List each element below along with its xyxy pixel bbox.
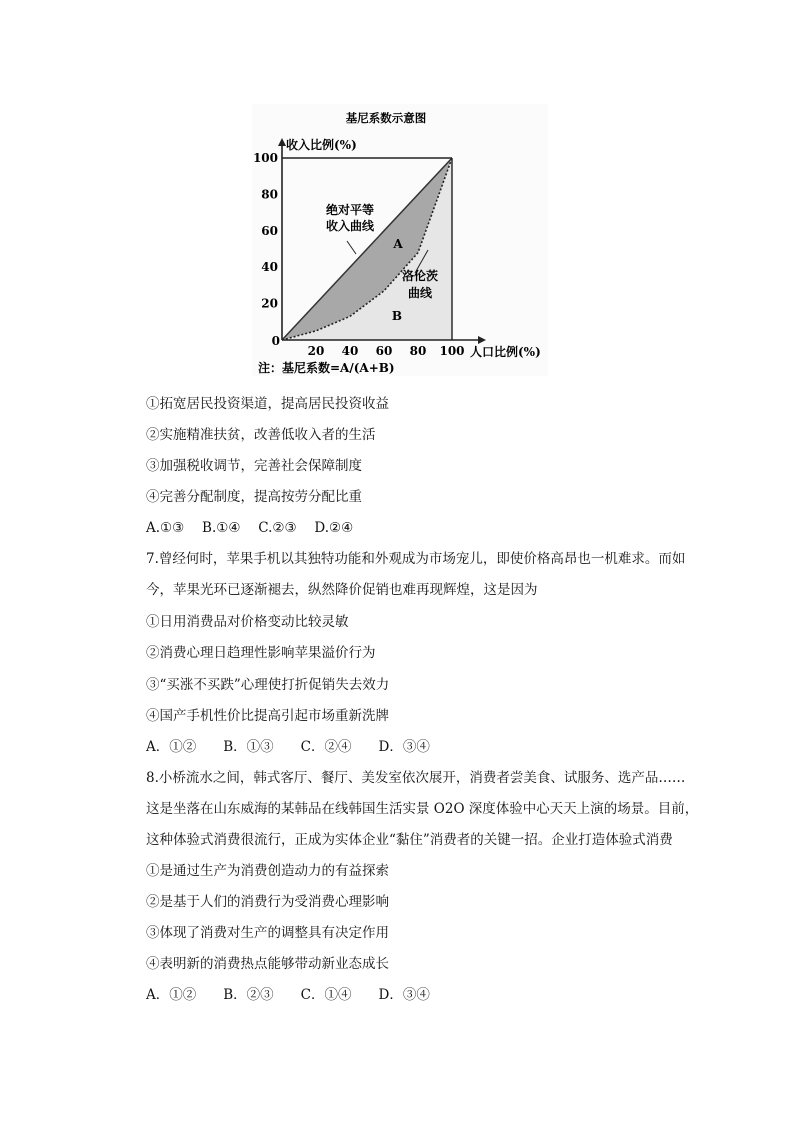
q8-stem-line-3: 这种体验式消费很流行，正成为实体企业“黏住”消费者的关键一招。企业打造体验式消费	[146, 832, 673, 848]
x-axis-arrow	[478, 336, 486, 344]
q8-option-3: ③体现了消费对生产的调整具有决定作用	[146, 925, 389, 941]
q7-stem-line-2: 今，苹果光环已逐渐褪去，纵然降价促销也难再现辉煌，这是因为	[146, 582, 538, 598]
q6-option-3: ③加强税收调节，完善社会保障制度	[146, 458, 362, 474]
gini-note: 注：基尼系数=A/(A+B)	[258, 361, 395, 375]
q8-option-1: ①是通过生产为消费创造动力的有益探索	[146, 863, 389, 879]
gini-chart	[252, 104, 548, 376]
q7-option-4: ④国产手机性价比提高引起市场重新洗牌	[146, 708, 389, 724]
x-tick-label: 20	[307, 344, 325, 358]
q8-option-2: ②是基于人们的消费行为受消费心理影响	[146, 894, 389, 910]
x-tick-label: 100	[439, 344, 465, 358]
equality-label-pointer	[347, 241, 356, 254]
y-axis-label: 收入比例(%)	[286, 138, 357, 152]
q6-choices: A.①③ B.①④ C.②③ D.②④	[146, 520, 354, 536]
q8-stem-line-2: 这是坐落在山东威海的某韩品在线韩国生活实景 O2O 深度体验中心天天上演的场景。目前，	[146, 801, 699, 817]
q8-choices: A．①② B．②③ C．①④ D．③④	[146, 987, 430, 1003]
plot-frame	[278, 138, 486, 344]
equality-label-line2: 收入曲线	[325, 219, 375, 233]
x-axis-label: 人口比例(%)	[470, 345, 541, 359]
lorenz-label-line2: 曲线	[407, 286, 433, 300]
q6-option-1: ①拓宽居民投资渠道，提高居民投资收益	[146, 396, 389, 412]
q8-option-4: ④表明新的消费热点能够带动新业态成长	[146, 956, 389, 972]
x-tick-label: 60	[375, 344, 393, 358]
q7-option-1: ①日用消费品对价格变动比较灵敏	[146, 614, 349, 630]
q7-choices: A．①② B．①③ C．②④ D．③④	[146, 739, 430, 755]
y-tick-label: 60	[261, 223, 278, 238]
y-axis-arrow	[278, 138, 286, 146]
area-b-label: B	[391, 309, 403, 323]
q7-option-2: ②消费心理日趋理性影响苹果溢价行为	[146, 645, 376, 661]
y-tick-label: 20	[261, 296, 278, 311]
origin-label: 0	[271, 334, 280, 348]
q7-option-3: ③“买涨不买跌”心理使打折促销失去效力	[146, 677, 390, 693]
y-tick-label: 100	[252, 151, 278, 165]
x-tick-label: 40	[341, 344, 359, 358]
equality-label-line1: 绝对平等	[325, 203, 375, 217]
q6-option-2: ②实施精准扶贫，改善低收入者的生活	[146, 427, 376, 443]
q6-option-4: ④完善分配制度，提高按劳分配比重	[146, 489, 362, 505]
gini-figure	[252, 104, 548, 376]
y-tick-label: 80	[261, 187, 278, 202]
chart-title: 基尼系数示意图	[345, 111, 427, 125]
area-a-label: A	[393, 237, 403, 251]
q7-stem-line-1: 7.曾经何时，苹果手机以其独特功能和外观成为市场宠儿，即使价格高昂也一机难求。而如	[146, 551, 686, 567]
lorenz-label-line1: 洛伦茨	[401, 269, 439, 283]
q8-stem-line-1: 8.小桥流水之间，韩式客厅、餐厅、美发室依次展开，消费者尝美食、试服务、选产品……	[146, 770, 686, 786]
y-tick-label: 40	[261, 260, 278, 275]
x-tick-label: 80	[409, 344, 427, 358]
